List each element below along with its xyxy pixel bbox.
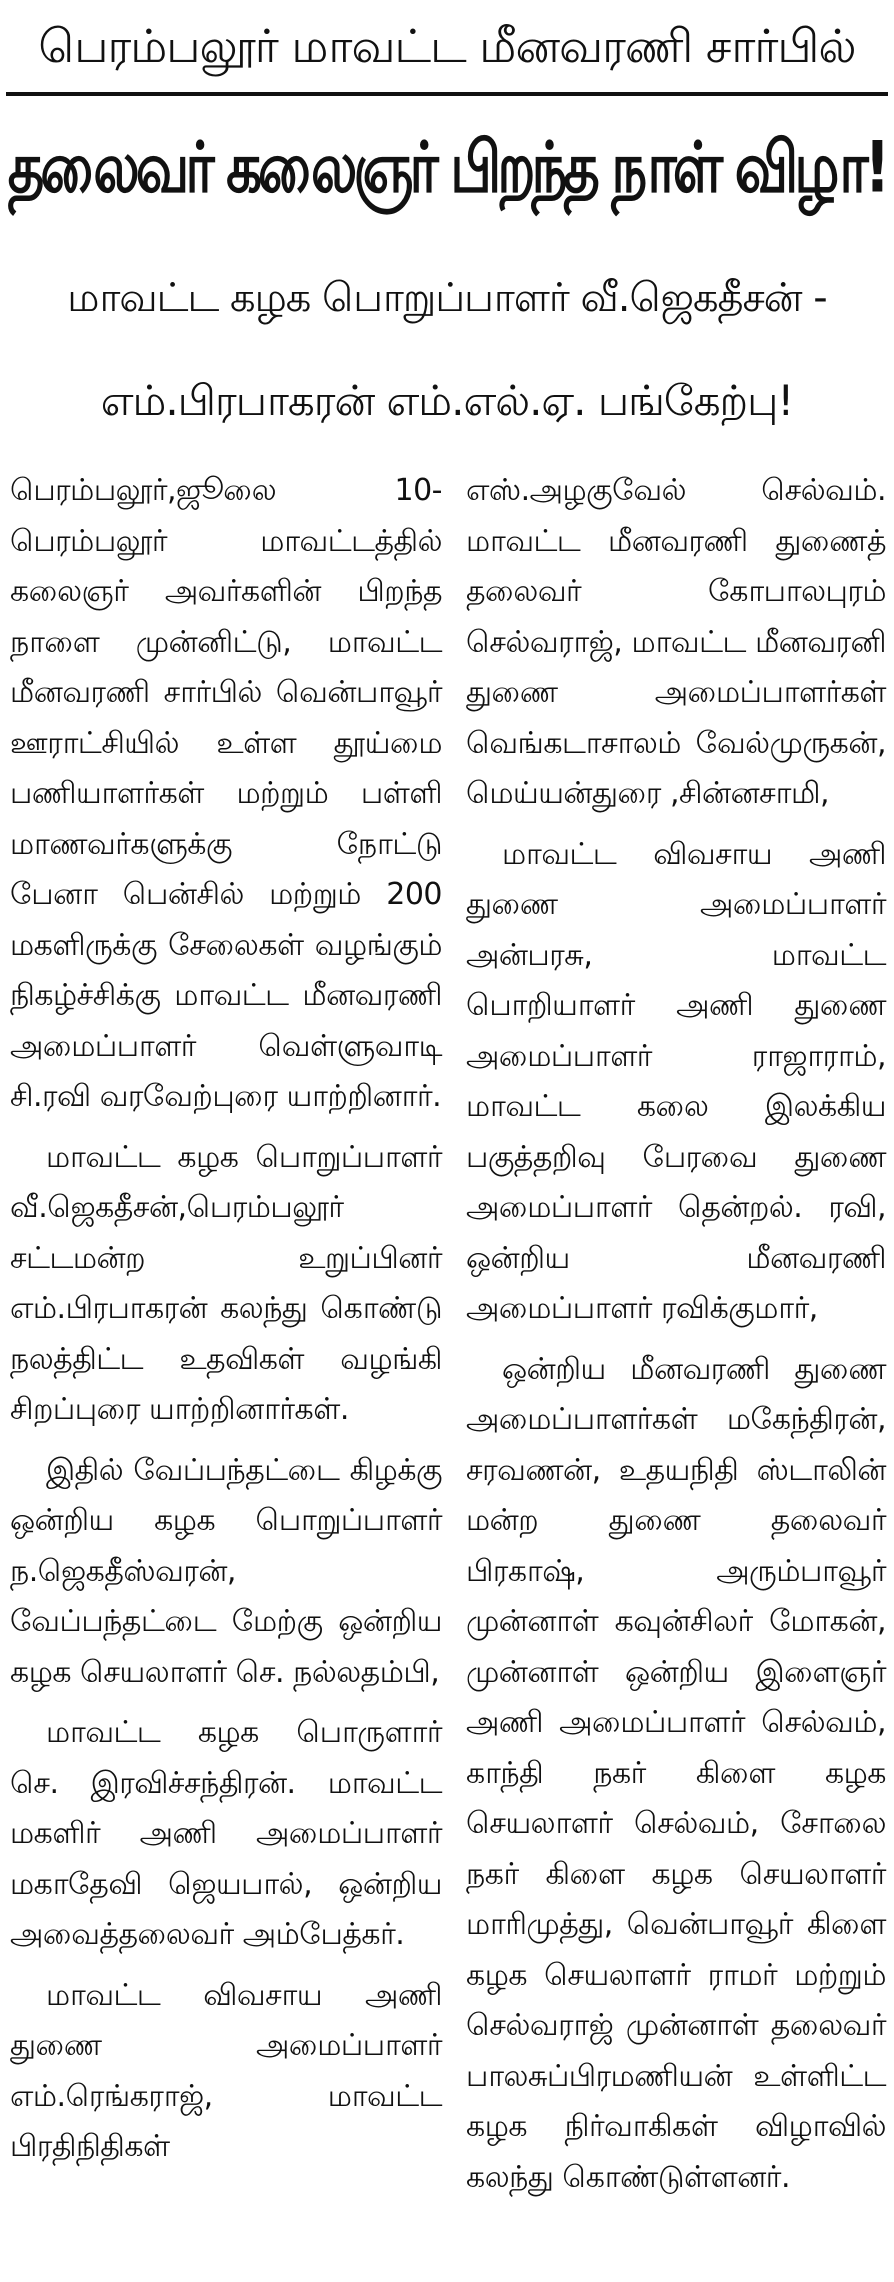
body-paragraph: பெரம்பலூர்,ஜூலை 10- பெரம்பலூர் மாவட்டத்தில் கலைஞர் அவர்களின் பிறந்த நாளை முன்னிட்டு, மாவட்ட மீனவரணி சார்பில் வென்பாவூர் ஊராட்சியில் உள்ள தூய்மை பணியாளர்கள் மற்றும் பள்ளி மாணவர்களுக்கு நோட்டு பேனா பென்சில் மற்றும் 200 மகளிருக்கு சேலைகள் வழங்கும் நிகழ்ச்சிக்கு மாவட்ட மீனவரணி அமைப்பாளர் வெள்ளுவாடி சி.ரவி வரவேற்புரை யாற்றினார்.: [10, 473, 442, 1114]
body-paragraph: ஒன்றிய மீனவரணி துணை அமைப்பாளர்கள் மகேந்திரன், சரவணன், உதயநிதி ஸ்டாலின் மன்ற துணை தலைவர் பிரகாஷ், அரும்பாவூர் முன்னாள் கவுன்சிலர் மோகன், முன்னாள் ஒன்றிய இளைஞர் அணி அமைப்பாளர் செல்வம், காந்தி நகர் கிளை கழக செயலாளர் செல்வம், சோலை நகர் கிளை கழக செயலாளர் மாரிமுத்து, வென்பாவூர் கிளை கழக செயலாளர் ராமர் மற்றும் செல்வராஜ் முன்னாள் தலைவர் பாலசுப்பிரமணியன் உள்ளிட்ட கழக நிர்வாகிகள் விழாவில் கலந்து கொண்டுள்ளனர்.: [466, 1351, 886, 2195]
body-paragraph: மாவட்ட விவசாய அணி துணை அமைப்பாளர் அன்பரசு, மாவட்ட பொறியாளர் அணி துணை அமைப்பாளர் ராஜாராம், மாவட்ட கலை இலக்கிய பகுத்தறிவு பேரவை துணை அமைப்பாளர் தென்றல். ரவி, ஒன்றிய மீனவரணி அமைப்பாளர் ரவிக்குமார்,: [466, 836, 886, 1326]
article-headline: தலைவர் கலைஞர் பிறந்த நாள் விழா!: [7, 127, 887, 209]
article-subhead-1: மாவட்ட கழக பொறுப்பாளர் வீ.ஜெகதீசன் -: [67, 275, 827, 321]
body-paragraph: மாவட்ட விவசாய அணி துணை அமைப்பாளர் எம்.ரெங்கராஜ், மாவட்ட பிரதிநிதிகள்: [10, 1977, 442, 2164]
column-divider: [454, 466, 455, 2266]
article-column-right: [466, 466, 886, 2203]
body-paragraph: மாவட்ட கழக பொருளார் செ. இரவிச்சந்திரன். மாவட்ட மகளிர் அணி அமைப்பாளர் மகாதேவி ஜெயபால், ஒன்றிய அவைத்தலைவர் அம்பேத்கர்.: [10, 1715, 442, 1952]
body-paragraph: இதில் வேப்பந்தட்டை கிழக்கு ஒன்றிய கழக பொறுப்பாளர் ந.ஜெகதீஸ்வரன், வேப்பந்தட்டை மேற்கு ஒன்றிய கழக செயலாளர் செ. நல்லதம்பி,: [10, 1452, 442, 1690]
body-paragraph: எஸ்.அழகுவேல் செல்வம். மாவட்ட மீனவரணி துணைத் தலைவர் கோபாலபுரம் செல்வராஜ், மாவட்ட மீனவரனி துணை அமைப்பாளர்கள் வெங்கடாசாலம் வேல்முருகன், மெய்யன்துரை ,சின்னசாமி,: [466, 473, 886, 811]
article-subhead-2: எம்.பிரபாகரன் எம்.எல்.ஏ. பங்கேற்பு!: [100, 376, 794, 425]
article-kicker: பெரம்பலூர் மாவட்ட மீனவரணி சார்பில்: [38, 19, 856, 73]
article-column-left: [10, 466, 442, 2173]
body-paragraph: மாவட்ட கழக பொறுப்பாளர் வீ.ஜெகதீசன்,பெரம்பலூர் சட்டமன்ற உறுப்பினர் எம்.பிரபாகரன் கலந்து கொண்டு நலத்திட்ட உதவிகள் வழங்கி சிறப்புரை யாற்றினார்கள்.: [10, 1139, 442, 1427]
